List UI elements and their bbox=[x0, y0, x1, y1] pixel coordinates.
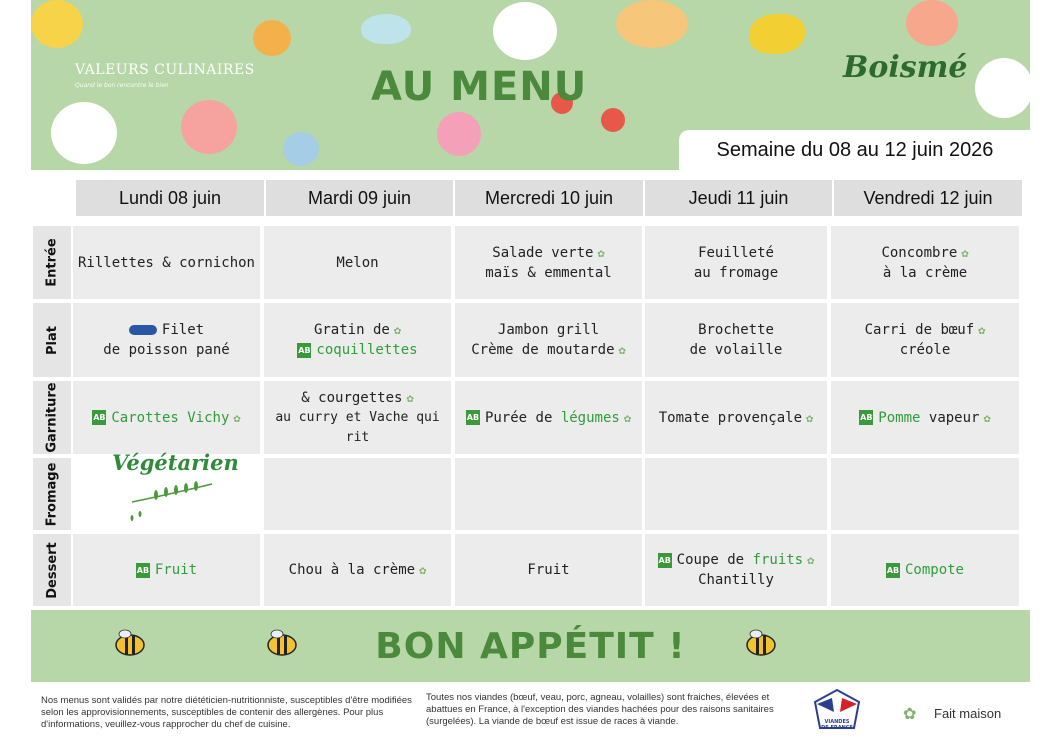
flower-decoration bbox=[253, 20, 291, 56]
dish-line: Rillettes & cornichon bbox=[77, 254, 255, 271]
menu-cell bbox=[831, 381, 1019, 454]
dish-line: fruits bbox=[752, 552, 804, 568]
dish-line: au fromage bbox=[693, 264, 779, 281]
menu-cell bbox=[831, 226, 1019, 299]
dish-line: de volaille bbox=[689, 342, 783, 358]
dish-line: vapeur bbox=[928, 409, 980, 426]
flower-decoration bbox=[493, 2, 557, 60]
fait-maison-icon: ✿ bbox=[961, 245, 969, 260]
flower-decoration bbox=[181, 100, 237, 154]
menu-cell bbox=[264, 303, 451, 377]
menu-cell bbox=[645, 381, 827, 454]
dish-line: Chou à la crème bbox=[288, 562, 416, 578]
menu-cell bbox=[264, 534, 451, 606]
organic-ab-icon: AB bbox=[658, 553, 672, 568]
flower-decoration bbox=[31, 0, 83, 48]
row-label-garniture bbox=[33, 381, 71, 454]
bon-appetit-text: BON APPÉTIT ! bbox=[375, 625, 686, 667]
brand-tagline: Quand le bon rencontre le bien bbox=[75, 82, 169, 89]
menu-cell bbox=[455, 458, 642, 530]
menu-cell bbox=[831, 303, 1019, 377]
menu-cell bbox=[455, 226, 642, 299]
flower-decoration bbox=[601, 108, 625, 132]
fait-maison-icon: ✿ bbox=[978, 323, 986, 337]
organic-ab-icon: AB bbox=[859, 410, 873, 425]
organic-ab-icon: AB bbox=[886, 563, 900, 578]
bird-decoration bbox=[283, 132, 319, 166]
fait-maison-icon: ✿ bbox=[618, 343, 626, 357]
dish-line: Jambon grill bbox=[497, 322, 600, 338]
menu-cell bbox=[645, 303, 827, 377]
fait-maison-icon: ✿ bbox=[419, 563, 427, 577]
dish-line: Fruit bbox=[527, 562, 570, 578]
vegetarian-leaf-decoration bbox=[126, 480, 216, 524]
dish-line: Fruit bbox=[154, 562, 198, 578]
menu-cell bbox=[645, 534, 827, 606]
footnote-left: Nos menus sont validés par notre diététicien-nutritionniste, susceptibles d'être modifiées selon les approvisionnements, susceptibles de contenir des allergènes. Pour plus d'informations, veuillez-vous rapprocher du chef de cuisine. bbox=[41, 695, 412, 730]
menu-cell bbox=[645, 458, 827, 530]
organic-ab-icon: AB bbox=[466, 410, 480, 425]
dish-line: légumes bbox=[560, 409, 620, 426]
page-title: AU MENU bbox=[371, 64, 588, 110]
fait-maison-legend: Fait maison bbox=[934, 706, 1002, 721]
row-label-text: Dessert bbox=[44, 541, 60, 599]
dish-line: maïs & emmental bbox=[485, 264, 612, 281]
menu-cell bbox=[73, 534, 260, 606]
menu-cell bbox=[73, 226, 260, 299]
dish-line: Brochette bbox=[698, 322, 774, 338]
row-label-text: Entrée bbox=[44, 238, 60, 287]
menu-cell bbox=[831, 534, 1019, 606]
row-label-dessert bbox=[33, 534, 71, 606]
fait-maison-icon: ✿ bbox=[233, 410, 241, 425]
vegetarian-label: Végétarien bbox=[112, 450, 239, 475]
dish-line: coquillettes bbox=[316, 342, 418, 358]
day-header-thursday: Jeudi 11 juin bbox=[645, 180, 832, 216]
dish-line: au curry et Vache qui rit bbox=[275, 409, 440, 445]
dish-line: de poisson pané bbox=[103, 342, 230, 358]
dish-line: Carri de bœuf bbox=[864, 322, 975, 338]
flower-decoration bbox=[975, 58, 1030, 118]
dish-line: Salade verte bbox=[492, 244, 594, 261]
day-header-monday: Lundi 08 juin bbox=[76, 180, 264, 216]
footnote-right: Toutes nos viandes (bœuf, veau, porc, agneau, volailles) sont fraiches, élevées et abattues en France, à l'exception des viandes hachées pour des raisons sanitaires (surgelées). La viande de bœuf est issue de races à viande. bbox=[426, 692, 774, 727]
bon-appetit-band bbox=[31, 610, 1030, 682]
menu-cell bbox=[73, 381, 260, 454]
peche-durable-icon bbox=[129, 325, 157, 335]
fait-maison-legend-icon: ✿ bbox=[903, 704, 917, 723]
row-label-entree bbox=[33, 226, 71, 299]
brand-name: VALEURS CULINAIRES bbox=[75, 62, 255, 78]
flower-decoration bbox=[437, 112, 481, 156]
organic-ab-icon: AB bbox=[297, 343, 311, 358]
dish-line: Carottes Vichy bbox=[111, 409, 230, 426]
dish-line: Pomme bbox=[878, 409, 921, 426]
row-label-text: Garniture bbox=[44, 382, 60, 453]
fait-maison-icon: ✿ bbox=[393, 323, 402, 337]
bee-icon bbox=[745, 628, 777, 658]
fait-maison-icon: ✿ bbox=[806, 410, 814, 425]
fait-maison-icon: ✿ bbox=[623, 410, 632, 425]
bird-decoration bbox=[361, 14, 411, 44]
fait-maison-icon: ✿ bbox=[807, 553, 815, 567]
day-header-wednesday: Mercredi 10 juin bbox=[455, 180, 643, 216]
bird-decoration bbox=[749, 14, 805, 54]
dish-line: Concombre bbox=[881, 244, 958, 261]
menu-cell bbox=[455, 303, 642, 377]
dish-line: Crème de moutarde bbox=[471, 342, 615, 358]
menu-cell bbox=[264, 381, 451, 454]
dish-line: Compote bbox=[904, 562, 964, 578]
organic-ab-icon: AB bbox=[136, 563, 150, 578]
dish-line: Purée de bbox=[484, 409, 553, 426]
menu-cell bbox=[264, 226, 451, 299]
menu-cell bbox=[831, 458, 1019, 530]
menu-cell bbox=[455, 534, 642, 606]
row-label-text: Plat bbox=[44, 325, 60, 355]
day-header-friday: Vendredi 12 juin bbox=[834, 180, 1022, 216]
dish-line: Coupe de bbox=[676, 552, 745, 568]
viandes-de-france-logo-text: VIANDES DE FRANCE bbox=[821, 719, 853, 731]
menu-cell bbox=[264, 458, 451, 530]
menu-cell bbox=[645, 226, 827, 299]
row-label-fromage bbox=[33, 458, 71, 530]
boisme-logo: Boismé bbox=[843, 50, 968, 85]
flower-decoration bbox=[616, 0, 688, 48]
dish-line: Gratin de bbox=[313, 322, 390, 338]
dish-line: Feuilleté bbox=[698, 244, 774, 261]
dish-line: à la crème bbox=[882, 264, 968, 281]
fait-maison-icon: ✿ bbox=[597, 245, 605, 260]
fait-maison-icon: ✿ bbox=[406, 390, 414, 405]
dish-line: Chantilly bbox=[698, 572, 774, 588]
day-header-tuesday: Mardi 09 juin bbox=[266, 180, 453, 216]
menu-cell bbox=[73, 303, 260, 377]
menu-cell bbox=[455, 381, 642, 454]
fait-maison-icon: ✿ bbox=[983, 410, 991, 425]
dish-line: Melon bbox=[336, 254, 379, 271]
dish-line: Filet bbox=[161, 322, 205, 338]
bee-icon bbox=[114, 628, 146, 658]
row-label-plat bbox=[33, 303, 71, 377]
dish-line: Tomate provençale bbox=[658, 409, 803, 426]
bee-icon bbox=[266, 628, 298, 658]
dish-line: créole bbox=[899, 342, 951, 358]
flower-decoration bbox=[51, 102, 117, 164]
row-label-text: Fromage bbox=[44, 462, 60, 526]
dish-line: & courgettes bbox=[301, 389, 403, 406]
flower-decoration bbox=[906, 0, 958, 46]
week-label: Semaine du 08 au 12 juin 2026 bbox=[679, 130, 1031, 170]
organic-ab-icon: AB bbox=[92, 410, 106, 425]
